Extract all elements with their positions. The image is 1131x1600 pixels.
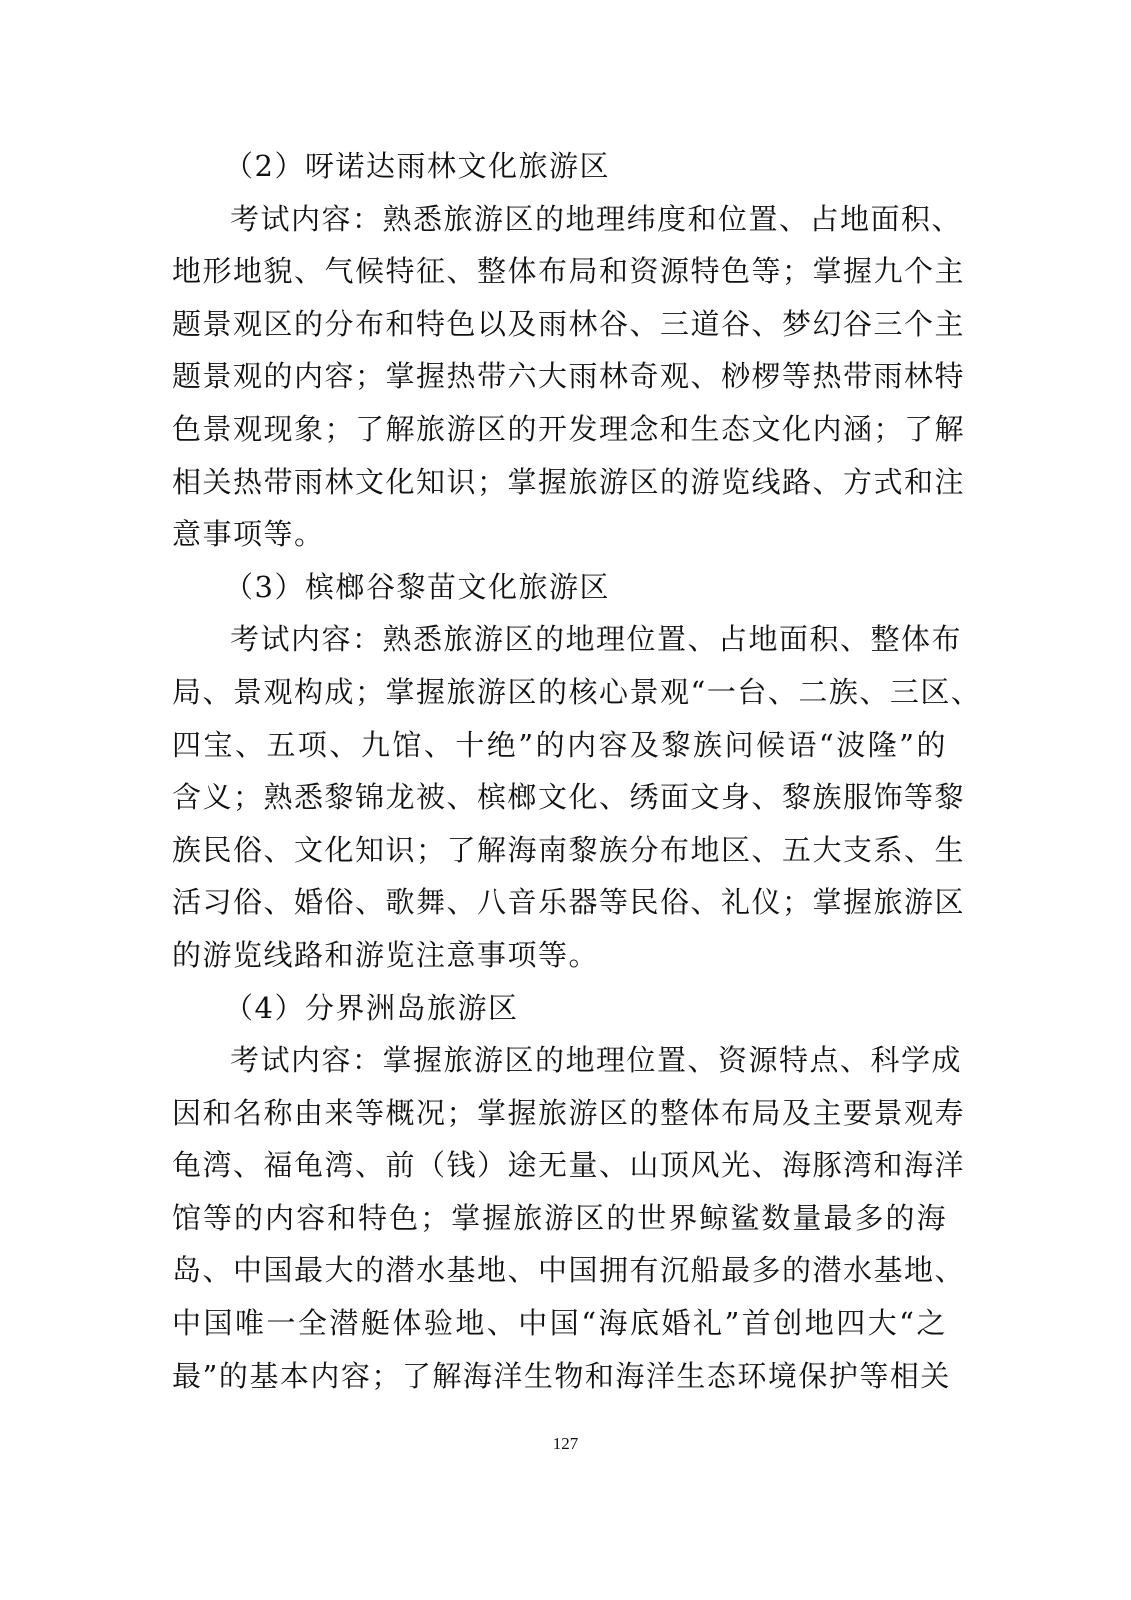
paragraph-line: 含义；熟悉黎锦龙被、槟榔文化、绣面文身、黎族服饰等黎 <box>172 780 966 815</box>
document-body <box>172 140 982 1402</box>
paragraph-line: 的游览线路和游览注意事项等。 <box>172 937 600 972</box>
page-number: 127 <box>552 1434 579 1453</box>
paragraph-line: 考试内容：熟悉旅游区的地理位置、占地面积、整体布 <box>230 622 963 657</box>
paragraph-line: 地形地貌、气候特征、整体布局和资源特色等；掌握九个主 <box>172 254 966 289</box>
paragraph-line: 族民俗、文化知识；了解海南黎族分布地区、五大支系、生 <box>172 832 966 867</box>
paragraph-line: 馆等的内容和特色；掌握旅游区的世界鲸鲨数量最多的海 <box>172 1200 947 1235</box>
paragraph-line: 龟湾、福龟湾、前（钱）途无量、山顶风光、海豚湾和海洋 <box>172 1148 966 1183</box>
paragraph-line: 相关热带雨林文化知识；掌握旅游区的游览线路、方式和注 <box>172 464 966 499</box>
paragraph-line: 中国唯一全潜艇体验地、中国“海底婚礼”首创地四大“之 <box>172 1306 947 1341</box>
section-heading: （4）分界洲岛旅游区 <box>224 990 519 1025</box>
section-heading: （2）呀诺达雨林文化旅游区 <box>224 149 610 183</box>
paragraph-line: 题景观区的分布和特色以及雨林谷、三道谷、梦幻谷三个主 <box>172 306 966 341</box>
paragraph-line: 考试内容：掌握旅游区的地理位置、资源特点、科学成 <box>230 1043 963 1078</box>
paragraph-line: 四宝、五项、九馆、十绝”的内容及黎族问候语“波隆”的 <box>172 727 947 762</box>
paragraph-line: 意事项等。 <box>172 517 325 552</box>
section-4 <box>172 982 966 1403</box>
paragraph-line: 岛、中国最大的潜水基地、中国拥有沉船最多的潜水基地、 <box>172 1253 966 1288</box>
section-heading: （3）槟榔谷黎苗文化旅游区 <box>224 569 610 604</box>
paragraph-line: 局、景观构成；掌握旅游区的核心景观“一台、二族、三区、 <box>172 674 982 709</box>
section-2 <box>172 140 966 561</box>
paragraph-line: 因和名称由来等概况；掌握旅游区的整体布局及主要景观寿 <box>172 1095 966 1130</box>
paragraph-line: 活习俗、婚俗、歌舞、八音乐器等民俗、礼仪；掌握旅游区 <box>172 885 966 920</box>
paragraph-line: 题景观的内容；掌握热带六大雨林奇观、桫椤等热带雨林特 <box>172 359 966 394</box>
paragraph-line: 最”的基本内容；了解海洋生物和海洋生态环境保护等相关 <box>172 1358 951 1393</box>
section-3 <box>172 561 982 982</box>
paragraph-line: 考试内容：熟悉旅游区的地理纬度和位置、占地面积、 <box>230 201 963 236</box>
paragraph-line: 色景观现象；了解旅游区的开发理念和生态文化内涵；了解 <box>172 411 966 446</box>
